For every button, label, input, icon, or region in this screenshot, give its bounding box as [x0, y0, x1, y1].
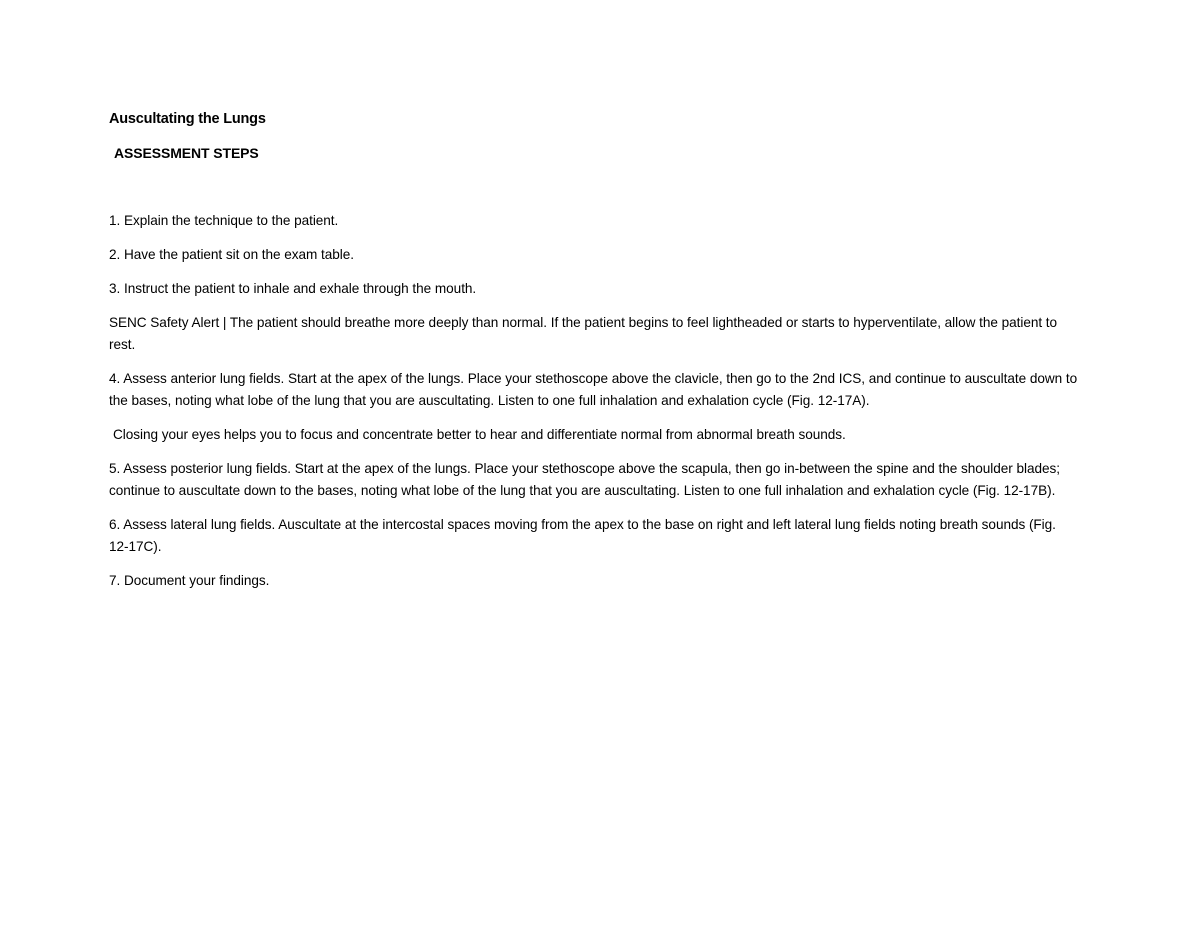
- assessment-steps: [109, 210, 1079, 592]
- step-1: 1. Explain the technique to the patient.: [109, 213, 339, 228]
- section-heading: ASSESSMENT STEPS: [114, 145, 259, 161]
- document-title: Auscultating the Lungs: [109, 111, 266, 127]
- step-7: 7. Document your findings.: [109, 573, 270, 588]
- safety-alert: SENC Safety Alert | The patient should breathe more deeply than normal. If the patient begins to feel lightheaded or starts to hyperventilate, allow the patient to rest.: [109, 315, 1058, 352]
- step-4: 4. Assess anterior lung fields. Start at the apex of the lungs. Place your stethoscope above the clavicle, then go to the 2nd ICS, and continue to auscultate down to the bases, noting what lobe of the lung that you are auscultating. Listen to one full inhalation and exhalation cycle (Fig. 12-17A).: [109, 371, 1078, 408]
- tip-note: Closing your eyes helps you to focus and concentrate better to hear and differentiate normal from abnormal breath sounds.: [113, 427, 846, 442]
- document-content: [109, 108, 1079, 604]
- step-2: 2. Have the patient sit on the exam table.: [109, 247, 355, 262]
- step-3: 3. Instruct the patient to inhale and exhale through the mouth.: [109, 281, 477, 296]
- step-6: 6. Assess lateral lung fields. Auscultate at the intercostal spaces moving from the apex to the base on right and left lateral lung fields noting breath sounds (Fig. 12-17C).: [109, 517, 1056, 554]
- step-5: 5. Assess posterior lung fields. Start at the apex of the lungs. Place your stethoscope above the scapula, then go in-between the spine and the shoulder blades; continue to auscultate down to the bases, noting what lobe of the lung that you are auscultating. Listen to one full inhalation and exhalation cycle (Fig. 12-17B).: [109, 461, 1060, 498]
